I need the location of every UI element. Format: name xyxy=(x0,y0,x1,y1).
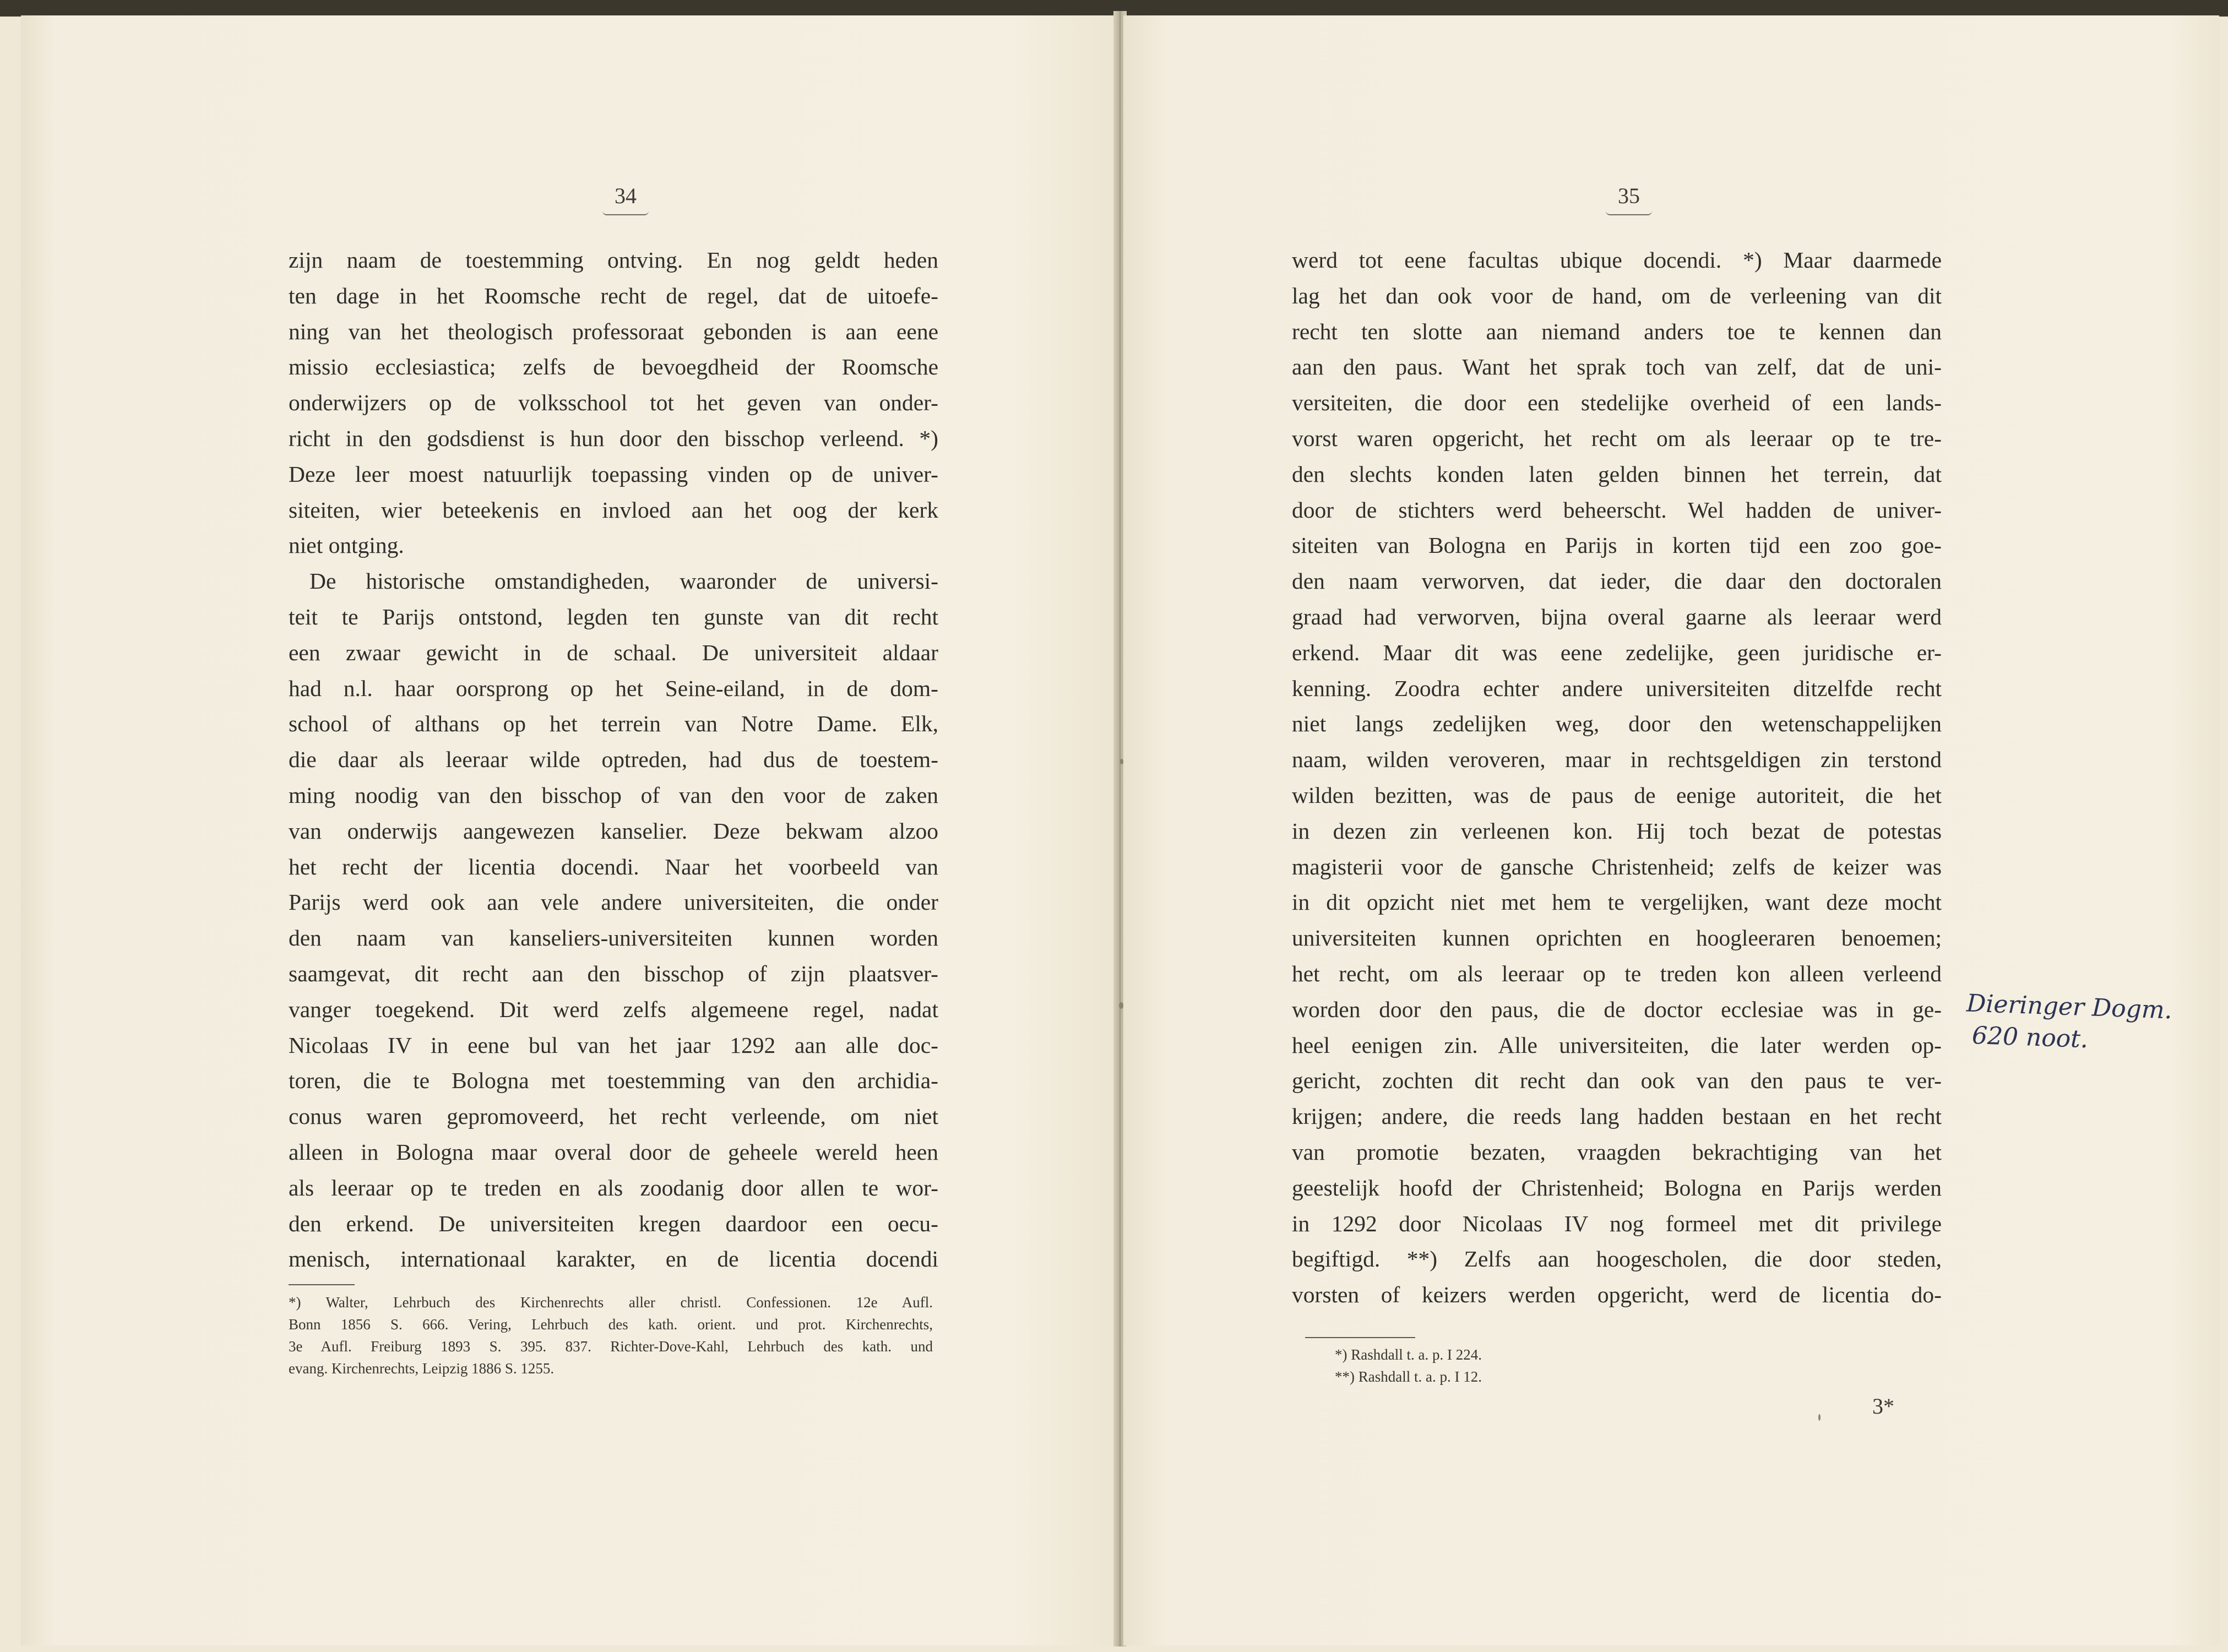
text-line: graad had verworven, bijna overal gaarne als leeraar werd xyxy=(1292,604,1942,629)
text-line: magisterii voor de gansche Christenheid; zelfs de keizer was xyxy=(1292,854,1942,879)
text-line: lag het dan ook voor de hand, om de verleening van dit xyxy=(1292,282,1942,308)
text-line: universiteiten kunnen oprichten en hoogleeraren benoemen; xyxy=(1292,925,1942,951)
footnote-line: Bonn 1856 S. 666. Vering, Lehrbuch des kath. orient. und prot. Kirchenrechts, xyxy=(289,1316,933,1333)
text-line: had n.l. haar oorsprong op het Seine-eiland, in de dom- xyxy=(289,675,938,701)
text-line: heel eenigen zin. Alle universiteiten, die later werden op- xyxy=(1292,1032,1942,1058)
text-line: krijgen; andere, die reeds lang hadden bestaan en het recht xyxy=(1292,1104,1942,1129)
text-line: worden door den paus, die de doctor ecclesiae was in ge- xyxy=(1292,996,1942,1022)
left-page-body xyxy=(289,242,938,1277)
handwritten-margin-note xyxy=(1965,988,2173,1059)
text-line: alleen in Bologna maar overal door de geheele wereld heen xyxy=(289,1139,938,1165)
text-line: recht ten slotte aan niemand anders toe te kennen dan xyxy=(1292,318,1942,344)
footnote-line: evang. Kirchenrechts, Leipzig 1886 S. 1255. xyxy=(289,1360,555,1377)
text-line: wilden bezitten, was de paus de eenige autoriteit, die het xyxy=(1292,782,1942,808)
footnote-line: **) Rashdall t. a. p. I 12. xyxy=(1335,1368,1482,1385)
text-line: begiftigd. **) Zelfs aan hoogescholen, die door steden, xyxy=(1292,1246,1942,1272)
text-line: niet ontging. xyxy=(289,532,404,558)
text-line: als leeraar op te treden en als zoodanig door allen te wor- xyxy=(289,1175,938,1200)
right-page-body xyxy=(1292,242,1942,1313)
text-line: werd tot eene facultas ubique docendi. *) Maar daarmede xyxy=(1292,247,1942,273)
text-line: gericht, zochten dit recht dan ook van den paus te ver- xyxy=(1292,1068,1942,1094)
text-line: Deze leer moest natuurlijk toepassing vinden op de univer- xyxy=(289,461,938,487)
text-line: ning van het theologisch professoraat gebonden is aan eene xyxy=(289,318,938,344)
paper-speck xyxy=(1818,1414,1821,1421)
text-line: den naam van kanseliers-universiteiten kunnen worden xyxy=(289,925,938,951)
text-line: in dit opzicht niet met hem te vergelijken, want deze mocht xyxy=(1292,889,1942,915)
text-line: ming noodig van den bisschop of van den voor de zaken xyxy=(289,782,938,808)
text-line: kenning. Zoodra echter andere universiteiten ditzelfde recht xyxy=(1292,675,1942,701)
text-line: menisch, internationaal karakter, en de licentia docendi xyxy=(289,1246,938,1272)
page-number-left: 34 xyxy=(543,183,708,215)
text-line: den slechts konden laten gelden binnen het terrein, dat xyxy=(1292,461,1942,487)
text-line: den naam verworven, dat ieder, die daar den doctoralen xyxy=(1292,568,1942,594)
text-line: een zwaar gewicht in de schaal. De universiteit aldaar xyxy=(289,639,938,665)
paper-speck xyxy=(1119,1002,1123,1009)
text-line: siteiten van Bologna en Parijs in korten tijd een zoo goe- xyxy=(1292,532,1942,558)
text-line: door de stichters werd beheerscht. Wel hadden de univer- xyxy=(1292,497,1942,523)
right-page-footnotes xyxy=(1335,1344,1720,1388)
text-line: richt in den godsdienst is hun door den bisschop verleend. *) xyxy=(289,425,938,451)
text-line: van promotie bezaten, vraagden bekrachtiging van het xyxy=(1292,1139,1942,1165)
text-line: niet langs zedelijken weg, door den wetenschappelijken xyxy=(1292,711,1942,737)
signature-mark: 3* xyxy=(1872,1394,1894,1419)
left-page-footnotes xyxy=(289,1291,933,1379)
text-line: siteiten, wier beteekenis en invloed aan het oog der kerk xyxy=(289,497,938,523)
margin-note-line: Dieringer Dogm. xyxy=(1966,989,2173,1025)
text-line: het recht der licentia docendi. Naar het voorbeeld van xyxy=(289,854,938,879)
text-line: den erkend. De universiteiten kregen daardoor een oecu- xyxy=(289,1210,938,1236)
text-line: teit te Parijs ontstond, legden ten gunste van dit recht xyxy=(289,604,938,629)
text-line: onderwijzers op de volksschool tot het geven van onder- xyxy=(289,390,938,416)
text-line: Nicolaas IV in eene bul van het jaar 1292 aan alle doc- xyxy=(289,1032,938,1058)
page-number-ornament xyxy=(1606,211,1652,215)
paper-speck xyxy=(1120,759,1123,764)
text-line: erkend. Maar dit was eene zedelijke, geen juridische er- xyxy=(1292,639,1942,665)
footnote-rule-left xyxy=(289,1284,355,1285)
text-line: naam, wilden veroveren, maar in rechtsgeldigen zin terstond xyxy=(1292,747,1942,773)
text-line: vorst waren opgericht, het recht om als leeraar op te tre- xyxy=(1292,425,1942,451)
margin-note-line: 620 noot. xyxy=(1971,1021,2089,1054)
text-line: zijn naam de toestemming ontving. En nog geldt heden xyxy=(289,247,938,273)
text-line: conus waren gepromoveerd, het recht verleende, om niet xyxy=(289,1104,938,1129)
footnote-line: *) Rashdall t. a. p. I 224. xyxy=(1335,1346,1482,1363)
text-line: geestelijk hoofd der Christenheid; Bologna en Parijs werden xyxy=(1292,1175,1942,1200)
text-line: school of althans op het terrein van Notre Dame. Elk, xyxy=(289,711,938,737)
text-line: aan den paus. Want het sprak toch van zelf, dat de uni- xyxy=(1292,354,1942,380)
footnote-rule-right xyxy=(1305,1337,1415,1338)
text-line: missio ecclesiastica; zelfs de bevoegdheid der Roomsche xyxy=(289,354,938,380)
text-line: ten dage in het Roomsche recht de regel, dat de uitoefe- xyxy=(289,282,938,308)
text-line: in dezen zin verleenen kon. Hij toch bezat de potestas xyxy=(1292,818,1942,844)
text-line: toren, die te Bologna met toestemming van den archidia- xyxy=(289,1068,938,1094)
page-number-right: 35 xyxy=(1546,183,1711,215)
text-line: saamgevat, dit recht aan den bisschop of zijn plaatsver- xyxy=(289,960,938,986)
text-line: vanger toegekend. Dit werd zelfs algemeene regel, nadat xyxy=(289,996,938,1022)
page-number-ornament xyxy=(602,211,649,215)
text-line: in 1292 door Nicolaas IV nog formeel met dit privilege xyxy=(1292,1210,1942,1236)
text-line: het recht, om als leeraar op te treden kon alleen verleend xyxy=(1292,960,1942,986)
footnote-line: 3e Aufl. Freiburg 1893 S. 395. 837. Richter-Dove-Kahl, Lehrbuch des kath. und xyxy=(289,1338,933,1355)
text-line: De historische omstandigheden, waaronder de universi- xyxy=(309,568,938,594)
text-line: die daar als leeraar wilde optreden, had dus de toestem- xyxy=(289,747,938,773)
text-line: versiteiten, die door een stedelijke overheid of een lands- xyxy=(1292,390,1942,416)
text-line: van onderwijs aangewezen kanselier. Deze bekwam alzoo xyxy=(289,818,938,844)
text-line: Parijs werd ook aan vele andere universiteiten, die onder xyxy=(289,889,938,915)
text-line: vorsten of keizers werden opgericht, werd de licentia do- xyxy=(1292,1282,1942,1308)
footnote-line: *) Walter, Lehrbuch des Kirchenrechts aller christl. Confessionen. 12e Aufl. xyxy=(289,1294,933,1311)
